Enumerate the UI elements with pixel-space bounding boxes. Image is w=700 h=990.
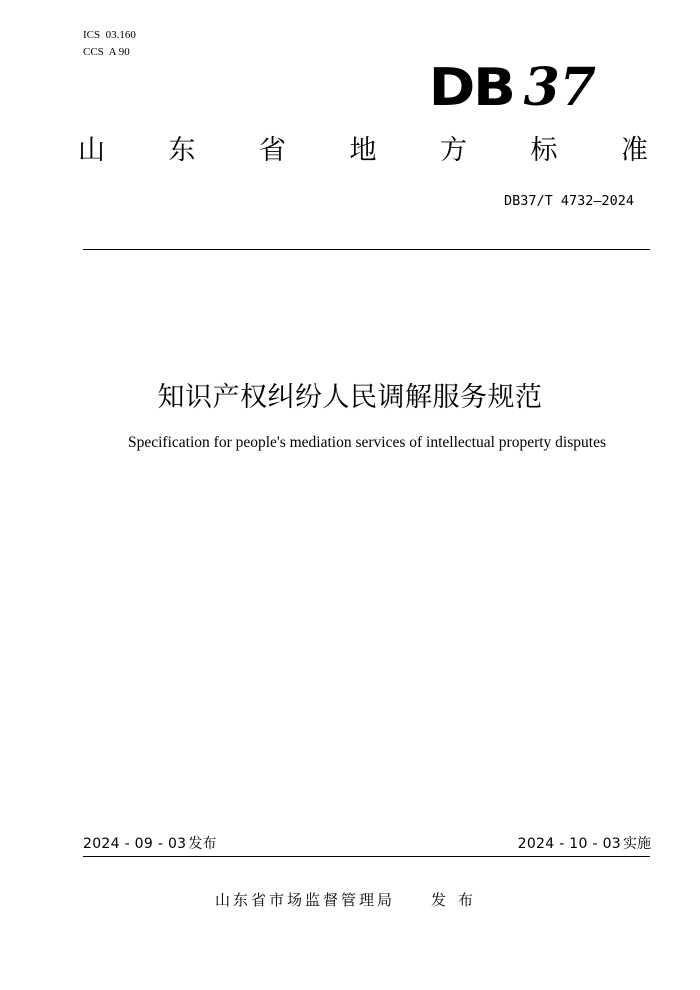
publish-label: 发布 xyxy=(188,836,217,852)
standard-type-char: 地 xyxy=(349,135,377,166)
standard-type-char: 方 xyxy=(440,135,467,166)
ics-code: ICS 03.160 xyxy=(83,29,136,41)
implement-label: 实施 xyxy=(623,836,651,852)
issuer-verb: 发布 xyxy=(431,891,486,909)
header-divider xyxy=(83,249,650,250)
standard-type-char: 标 xyxy=(530,135,558,166)
ccs-code: CCS A 90 xyxy=(83,46,130,58)
standard-type-char: 省 xyxy=(259,135,286,166)
db37-logo xyxy=(428,57,596,118)
publish-date-line xyxy=(83,835,216,853)
logo-digits: 37 xyxy=(523,57,596,118)
footer-divider xyxy=(83,856,650,857)
standard-type-char: 准 xyxy=(621,135,648,166)
standard-number: DB37/T 4732—2024 xyxy=(503,193,634,209)
implement-date: 2024 - 10 - 03 xyxy=(517,836,621,852)
issuer-name: 山东省市场监督管理局 xyxy=(214,891,395,909)
standard-type-heading xyxy=(78,134,648,168)
standard-type-char: 山 xyxy=(78,135,105,166)
standard-type-char: 东 xyxy=(168,135,196,166)
publish-date: 2024 - 09 - 03 xyxy=(83,836,187,852)
logo-letters: DB xyxy=(428,58,514,118)
document-title-chinese: 知识产权纠纷人民调解服务规范 xyxy=(157,382,543,413)
document-title-english: Specification for people's mediation services of intellectual property disputes xyxy=(128,434,606,451)
issuer-line xyxy=(0,890,700,910)
implement-date-line xyxy=(518,835,651,853)
